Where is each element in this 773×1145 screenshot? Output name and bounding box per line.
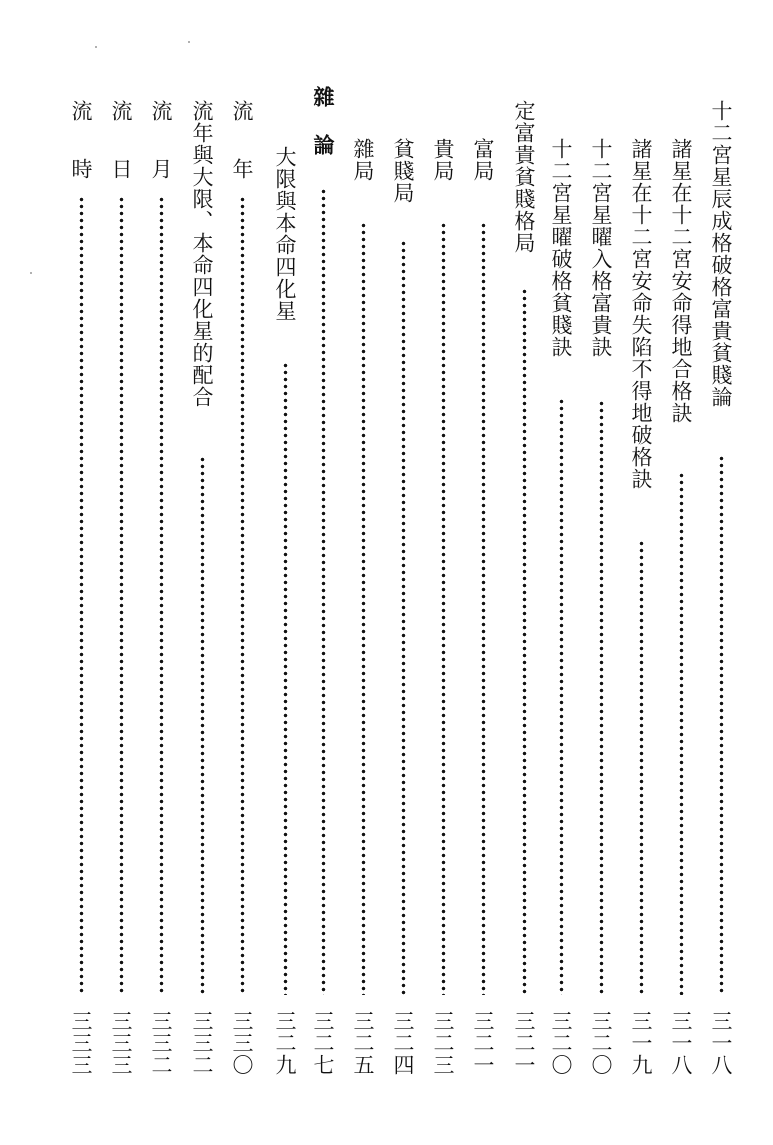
toc-entry-page: 三二一 [471,1010,495,1076]
toc-entry-title: 雜 論 [311,86,336,158]
toc-entry-page: 三一八 [669,1010,693,1076]
scan-speck [188,41,190,43]
toc-entry-title: 十二宮星辰成格破格富貴貧賤論 [709,100,733,408]
toc-entry-title: 諸星在十二宮安命失陷不得地破格訣 [629,138,653,490]
dot-leader [79,196,84,995]
toc-entry-page: 三三二 [190,1010,214,1076]
toc-entry-13 [222,0,262,1145]
dot-leader [361,222,366,995]
toc-entry-title: 貴局 [431,138,455,182]
toc-entry-title: 流 日 [109,100,133,187]
toc-entry-title: 十二宮星曜破格貧賤訣 [549,138,573,358]
toc-entry-page: 三三〇 [230,1010,254,1076]
toc-entry-page: 三一九 [629,1010,653,1076]
toc-entry-title: 諸星在十二宮安命得地合格訣 [669,138,693,424]
toc-entry-title: 大限與本命四化星 [273,146,297,322]
toc-entry-title: 十二宮星曜入格富貴訣 [589,138,613,358]
toc-entry-page: 三二四 [391,1010,415,1076]
dot-leader [481,222,486,995]
dot-leader [200,456,205,995]
toc-entry-11 [303,0,343,1145]
toc-entry-8 [423,0,463,1145]
toc-entry-4 [581,0,621,1145]
dot-leader [441,222,446,995]
toc-entry-2 [661,0,701,1145]
scan-speck [95,46,97,48]
dot-leader [522,288,527,995]
toc-entry-page: 三三三 [69,1010,93,1076]
dot-leader [283,362,288,995]
toc-entry-title: 定富貴貧賤格局 [512,100,536,254]
toc-entry-title: 雜局 [351,138,375,182]
toc-entry-page: 三二九 [273,1010,297,1076]
toc-entry-title: 流年與大限、本命四化星的配合 [190,100,214,408]
toc-entry-1 [701,0,741,1145]
toc-entry-page: 三二〇 [589,1010,613,1076]
toc-entry-12 [265,0,305,1145]
toc-entry-page: 三三三 [109,1010,133,1076]
dot-leader [559,398,564,995]
toc-entry-title: 流 年 [230,100,254,187]
dot-leader [599,400,604,995]
dot-leader [719,455,724,995]
dot-leader [639,540,644,995]
dot-leader [119,196,124,995]
toc-entry-title: 流 時 [69,100,93,187]
toc-entry-page: 三二五 [351,1010,375,1076]
toc-entry-title: 貧賤局 [391,138,415,204]
toc-entry-page: 三二〇 [549,1010,573,1076]
toc-entry-10 [343,0,383,1145]
dot-leader [679,472,684,995]
dot-leader [321,188,326,995]
toc-entry-3 [621,0,661,1145]
dot-leader [159,196,164,995]
dot-leader [401,240,406,995]
toc-entry-page: 三二三 [431,1010,455,1076]
toc-entry-6 [504,0,544,1145]
toc-entry-page: 三三二 [149,1010,173,1076]
toc-entry-5 [541,0,581,1145]
dot-leader [240,196,245,995]
toc-entry-page: 三一八 [709,1010,733,1076]
toc-entry-page: 三二一 [512,1010,536,1076]
toc-entry-17 [61,0,101,1145]
toc-entry-16 [101,0,141,1145]
toc-entry-title: 流 月 [149,100,173,187]
toc-entry-15 [141,0,181,1145]
scan-speck [30,272,32,274]
toc-entry-title: 富局 [471,138,495,182]
toc-entry-9 [383,0,423,1145]
toc-entry-14 [182,0,222,1145]
toc-entry-7 [463,0,503,1145]
toc-entry-page: 三二七 [311,1010,335,1076]
